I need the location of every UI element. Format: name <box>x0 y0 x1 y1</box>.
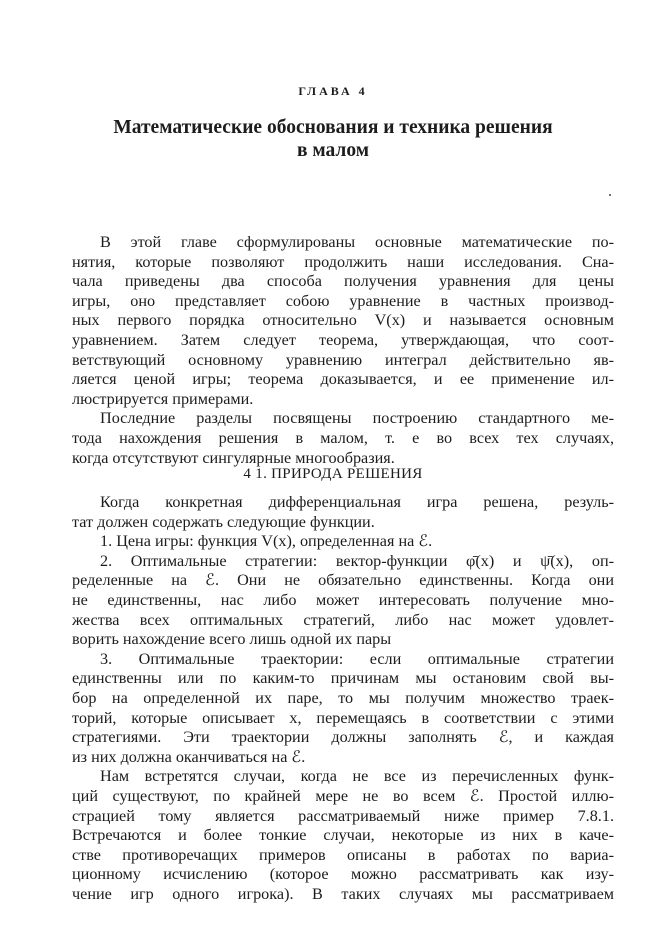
text-line: Когда конкретная дифференциальная игра решена, резуль- <box>100 493 614 511</box>
text-line: ных первого порядка относительно V(x) и называется основным <box>72 311 614 330</box>
text-line: страцией тому является рассматриваемый ниже пример 7.8.1. <box>72 806 614 825</box>
intro-text <box>72 233 614 468</box>
text-line: Последние разделы посвящены построению стандартного ме- <box>100 409 614 428</box>
text-line: не единственны, нас либо может интересовать получение мно- <box>72 590 614 609</box>
text-line: ветствующий основному уравнению интеграл действительно яв- <box>72 350 614 369</box>
chapter-title-line: в малом <box>296 140 370 161</box>
text-line: Нам встретятся случаи, когда не все из перечисленных функ- <box>100 767 614 786</box>
text-line: ционному исчислению (которое можно рассматривать как изу- <box>72 865 614 884</box>
text-line: жества всех оптимальных стратегий, либо нас может удовлет- <box>72 610 614 629</box>
text-line: бор на определенной их паре, то мы получим множество траек- <box>72 688 614 707</box>
text-line: тода нахождения решения в малом, т. е во всех тех случаях, <box>72 428 614 447</box>
text-line: когда отсутствуют сингулярные многообразия. <box>72 448 395 467</box>
text-line: игры, оно представляет собою уравнение в частных производ- <box>72 291 614 310</box>
chapter-title <box>60 116 606 162</box>
text-line: стве противоречащих примеров описаны в работах по вариа- <box>72 845 614 864</box>
print-speck <box>609 194 611 196</box>
text-line: тат должен содержать следующие функции. <box>72 512 375 531</box>
section-heading: 4 1. ПРИРОДА РЕШЕНИЯ <box>243 466 423 482</box>
text-line: единственны или по каким-то причинам мы остановим свой вы- <box>72 669 614 688</box>
text-line: уравнением. Затем следует теорема, утверждающая, что соот- <box>72 330 614 349</box>
section-text <box>72 493 614 904</box>
text-line: из них должна оканчиваться на ℰ. <box>72 747 306 766</box>
text-line: ций существуют, по крайней мере не во всем ℰ. Простой иллю- <box>72 786 614 805</box>
text-line: ляется ценой игры; теорема доказывается, и ее применение ил- <box>72 370 614 389</box>
text-line: люстрируется примерами. <box>72 389 254 408</box>
text-line: 2. Оптимальные стратегии: вектор-функции φ̄(x) и ψ̄(x), оп- <box>100 551 614 570</box>
text-line: Встречаются и более тонкие случаи, некоторые из них в каче- <box>72 826 614 845</box>
text-line: чение игр одного игрока). В таких случаях мы рассматриваем <box>72 884 614 903</box>
text-line: нятия, которые позволяют продолжить наши исследования. Сна- <box>72 252 614 271</box>
text-line: 1. Цена игры: функция V(x), определенная на ℰ. <box>100 532 433 551</box>
chapter-title-line: Математические обоснования и техника решения <box>113 117 553 138</box>
text-line: В этой главе сформулированы основные математические по- <box>100 233 614 251</box>
text-line: 3. Оптимальные траектории: если оптимальные стратегии <box>100 649 614 668</box>
text-line: ворить нахождение всего лишь одной их пары <box>72 630 392 649</box>
text-line: торий, которые описывает x, перемещаясь в соответствии с этими <box>72 708 614 727</box>
text-line: чала приведены два способа получения уравнения для цены <box>72 272 614 291</box>
text-line: ределенные на ℰ. Они не обязательно единственны. Когда они <box>72 571 614 590</box>
chapter-label: ГЛАВА 4 <box>298 84 368 98</box>
text-line: стратегиями. Эти траектории должны заполнять ℰ, и каждая <box>72 728 614 747</box>
